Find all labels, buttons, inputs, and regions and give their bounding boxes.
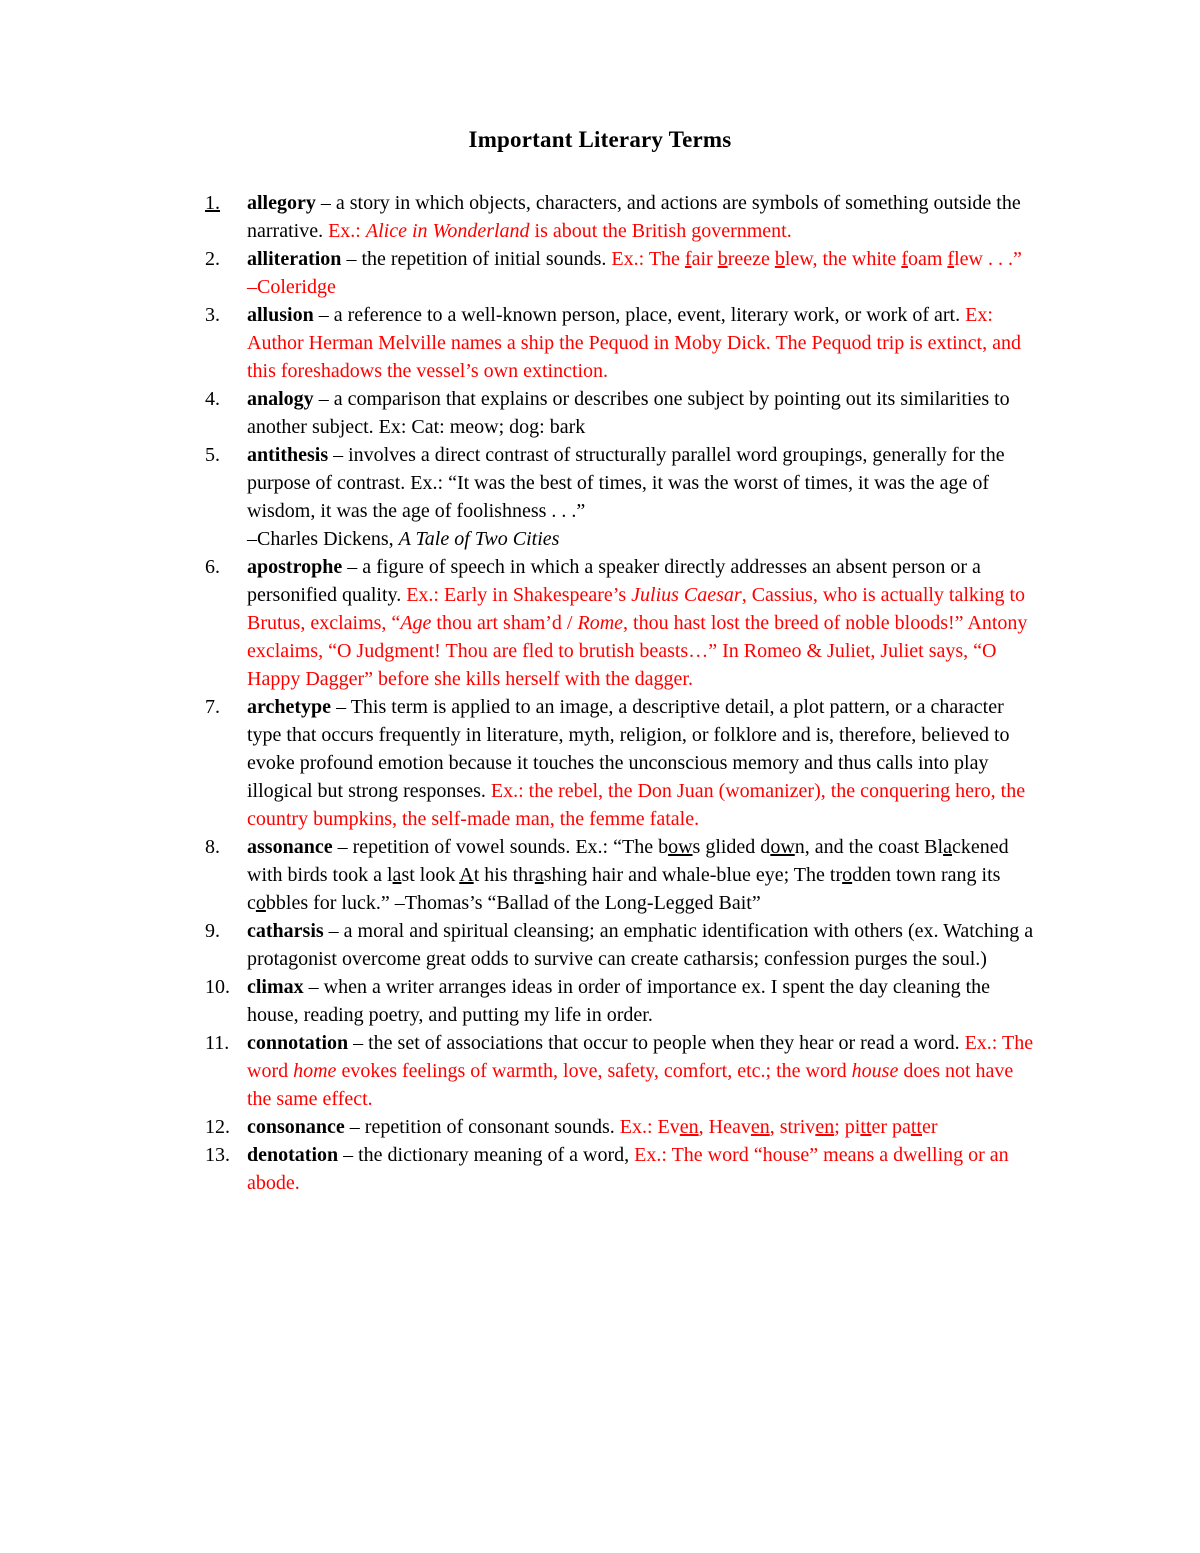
term-number: 6.: [205, 556, 220, 578]
term-number: 10.: [205, 976, 230, 998]
term-item: [205, 553, 1035, 693]
term-item: [205, 441, 1035, 553]
term-number: 2.: [205, 248, 220, 270]
term-word: connotation: [247, 1032, 349, 1054]
term-number: 4.: [205, 388, 220, 410]
term-definition: – the repetition of initial sounds.: [341, 248, 612, 270]
term-number: 13.: [205, 1144, 230, 1166]
term-word: consonance: [247, 1116, 345, 1138]
term-example: Ex.: The fair breeze blew, the white foam flew . . .” –Coleridge: [247, 248, 1022, 298]
term-item: [205, 1113, 1035, 1141]
page-title: Important Literary Terms: [468, 127, 732, 152]
term-definition: – repetition of vowel sounds. Ex.: “The bows glided down, and the coast Blackened with birds took a last look At his thrashing hair and whale-blue eye; The trodden town rang its cobbles for luck.” –Thomas’s “Ballad of the Long-Legged Bait”: [247, 836, 1009, 914]
term-attribution: –Charles Dickens, A Tale of Two Cities: [247, 528, 560, 550]
term-definition: – a comparison that explains or describes one subject by pointing out its similarities to another subject. Ex: Cat: meow; dog: bark: [247, 388, 1010, 438]
term-item: [205, 1029, 1035, 1113]
term-definition: – a reference to a well-known person, place, event, literary work, or work of art.: [313, 304, 966, 326]
term-definition: – repetition of consonant sounds.: [344, 1116, 620, 1138]
term-number: 12.: [205, 1116, 230, 1138]
term-item: [205, 301, 1035, 385]
term-number: 7.: [205, 696, 220, 718]
term-example: Ex.: The word home evokes feelings of warmth, love, safety, comfort, etc.; the word house does not have the same effect.: [247, 1032, 1034, 1110]
term-example: Ex.: Early in Shakespeare’s Julius Caesar, Cassius, who is actually talking to Brutus, exclaims, “Age thou art sham’d / Rome, thou hast lost the breed of noble bloods!” Antony exclaims, “O Judgment! Thou are fled to brutish beasts…” In Romeo & Juliet, Juliet says, “O Happy Dagger” before she kills herself with the dagger.: [247, 584, 1028, 690]
term-definition: – a story in which objects, characters, and actions are symbols of something outside the narrative.: [247, 192, 1021, 242]
term-word: archetype: [247, 696, 332, 718]
term-item: [205, 1141, 1035, 1197]
term-word: assonance: [247, 836, 333, 858]
term-item: [205, 973, 1035, 1029]
term-definition: – a figure of speech in which a speaker directly addresses an absent person or a personified quality.: [247, 556, 981, 606]
term-word: catharsis: [247, 920, 324, 942]
term-definition: – when a writer arranges ideas in order of importance ex. I spent the day cleaning the house, reading poetry, and putting my life in order.: [247, 976, 991, 1026]
term-item: [205, 385, 1035, 441]
term-number: 3.: [205, 304, 220, 326]
term-item: [205, 917, 1035, 973]
term-number: 1.: [205, 192, 220, 214]
term-example: Ex.: The word “house” means a dwelling or an abode.: [247, 1144, 1009, 1194]
term-example: Ex.: Even, Heaven, striven; pitter patter: [619, 1116, 938, 1138]
term-item: [205, 245, 1035, 301]
term-example: Ex: Author Herman Melville names a ship the Pequod in Moby Dick. The Pequod trip is extinct, and this foreshadows the vessel’s own extinction.: [247, 304, 1021, 382]
term-word: analogy: [247, 388, 314, 410]
term-word: alliteration: [247, 248, 342, 270]
term-definition: – a moral and spiritual cleansing; an emphatic identification with others (ex. Watching a protagonist overcome great odds to survive can create catharsis; confession purges the soul.): [247, 920, 1034, 970]
term-word: allusion: [247, 304, 314, 326]
term-number: 11.: [205, 1032, 230, 1054]
term-item: [205, 833, 1035, 917]
term-example: Ex.: the rebel, the Don Juan (womanizer), the conquering hero, the country bumpkins, the self-made man, the femme fatale.: [247, 780, 1026, 830]
term-definition: – the dictionary meaning of a word,: [338, 1144, 635, 1166]
term-number: 8.: [205, 836, 220, 858]
term-word: climax: [247, 976, 304, 998]
term-definition: – This term is applied to an image, a descriptive detail, a plot pattern, or a character type that occurs frequently in literature, myth, religion, or folklore and is, therefore, believed to evoke profound emotion because it touches the unconscious memory and thus calls into play illogical but strong responses.: [247, 696, 1010, 802]
terms-list: [205, 189, 1035, 1197]
term-word: antithesis: [247, 444, 329, 466]
term-word: apostrophe: [247, 556, 343, 578]
term-word: denotation: [247, 1144, 339, 1166]
term-definition: – involves a direct contrast of structurally parallel word groupings, generally for the purpose of contrast. Ex.: “It was the best of times, it was the worst of times, it was the age of wisdom, it was the age of foolishness . . .”: [247, 444, 1005, 522]
term-word: allegory: [247, 192, 316, 214]
term-number: 5.: [205, 444, 220, 466]
term-item: [205, 189, 1035, 245]
term-example: Ex.: Alice in Wonderland is about the British government.: [328, 220, 792, 242]
term-number: 9.: [205, 920, 220, 942]
term-definition: – the set of associations that occur to people when they hear or read a word.: [348, 1032, 965, 1054]
term-item: [205, 693, 1035, 833]
